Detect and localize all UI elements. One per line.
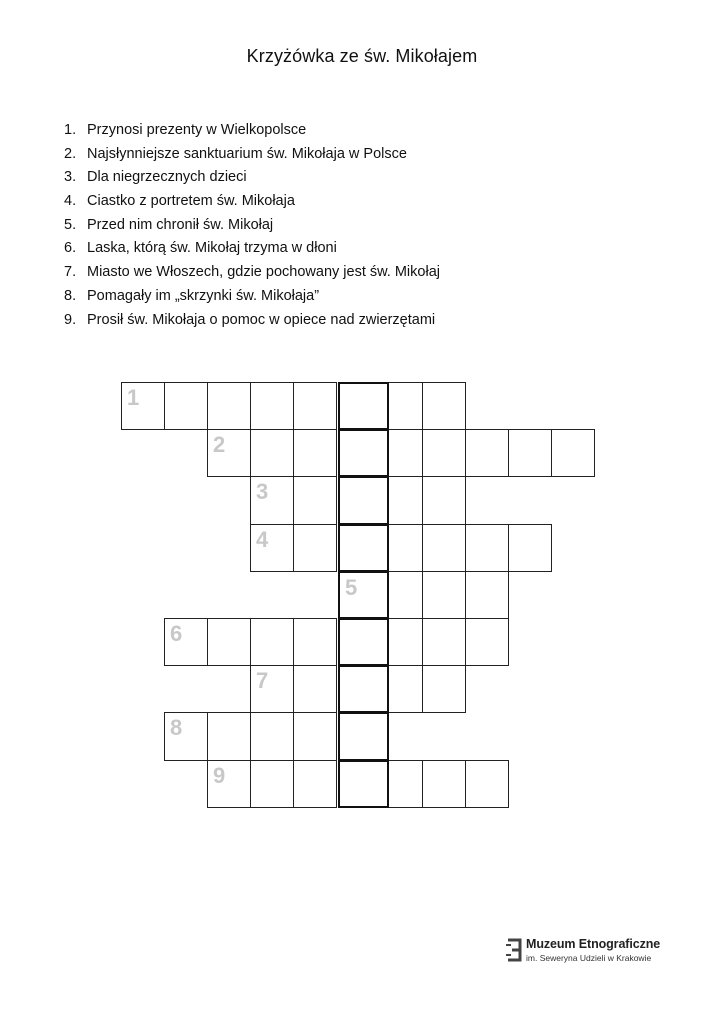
crossword-cell (250, 665, 294, 713)
clue-number: 8. (64, 287, 77, 304)
crossword-key-cell (338, 571, 389, 619)
clue-item (64, 119, 440, 143)
clue-text: Prosił św. Mikołaja o pomoc w opiece nad zwierzętami (87, 311, 436, 328)
clue-item (64, 237, 440, 261)
crossword-cell (422, 665, 466, 713)
clue-item (64, 261, 440, 285)
crossword-cell (379, 382, 423, 430)
clue-text: Pomagały im „skrzynki św. Mikołaja” (87, 287, 320, 304)
clue-number: 4. (64, 193, 77, 210)
crossword-row-number: 6 (170, 621, 183, 646)
crossword-cell (250, 382, 294, 430)
clue-number: 1. (64, 122, 77, 138)
crossword-cell (293, 476, 337, 524)
clue-text: Miasto we Włoszech, gdzie pochowany jest św. Mikołaj (87, 264, 440, 281)
clue-text: Laska, którą św. Mikołaj trzyma w dłoni (87, 240, 337, 257)
crossword-cell (164, 382, 208, 430)
clue-number: 2. (64, 145, 77, 162)
crossword-key-cell (338, 665, 389, 713)
crossword-cell (379, 665, 423, 713)
crossword-cell (465, 429, 509, 477)
crossword-cell (465, 571, 509, 619)
crossword-row-number: 9 (213, 762, 226, 788)
crossword-cell (250, 429, 294, 477)
crossword-row-number: 5 (345, 574, 358, 600)
museum-logo (505, 937, 675, 969)
crossword-cell (379, 524, 423, 572)
crossword-key-cell (338, 760, 389, 808)
crossword-row-number: 2 (213, 432, 226, 458)
clue-list (64, 119, 440, 332)
crossword-cell (250, 618, 294, 666)
crossword-cell (551, 429, 595, 477)
crossword-cell (293, 382, 337, 430)
crossword-cell (250, 476, 294, 524)
crossword-cell (207, 382, 251, 430)
crossword-cell (465, 618, 509, 666)
crossword-cell (293, 524, 337, 572)
clue-item (64, 190, 440, 214)
crossword-cell (293, 665, 337, 713)
crossword-cell (508, 524, 552, 572)
museum-subtitle: im. Seweryna Udzieli w Krakowie (526, 953, 652, 963)
crossword-cell (207, 618, 251, 666)
crossword-cell (250, 524, 294, 572)
crossword-cell (250, 760, 294, 808)
clue-number: 6. (64, 240, 77, 257)
clue-item (64, 285, 440, 309)
clue-number: 7. (64, 264, 77, 281)
crossword-cell (207, 712, 251, 760)
crossword-key-cell (338, 618, 389, 666)
crossword-cell (207, 429, 251, 477)
crossword-key-cell (338, 429, 389, 477)
crossword-cell (422, 382, 466, 430)
crossword-cell (465, 760, 509, 808)
crossword-cell (293, 712, 337, 760)
clue-text: Dla niegrzecznych dzieci (87, 169, 247, 186)
crossword-cell (293, 618, 337, 666)
crossword-cell (422, 476, 466, 524)
crossword-cell (379, 618, 423, 666)
crossword-cell (164, 712, 208, 760)
crossword-cell (422, 760, 466, 808)
crossword-cell (379, 760, 423, 808)
clue-text: Przynosi prezenty w Wielkopolsce (87, 122, 307, 138)
crossword-cell (121, 382, 165, 430)
museum-name: Muzeum Etnograficzne (526, 937, 661, 951)
clue-number: 5. (64, 216, 77, 233)
museum-logo-icon (505, 938, 523, 962)
page-title: Krzyżówka ze św. Mikołajem (246, 46, 478, 66)
crossword-row-number: 1 (127, 385, 140, 410)
crossword-cell (293, 429, 337, 477)
clue-number: 3. (64, 169, 77, 186)
crossword-cell (379, 476, 423, 524)
crossword-cell (164, 618, 208, 666)
crossword-row-number: 3 (256, 479, 269, 505)
clue-text: Ciastko z portretem św. Mikołaja (87, 193, 295, 210)
crossword-row-number: 4 (256, 526, 269, 552)
clue-number: 9. (64, 311, 77, 328)
crossword-cell (293, 760, 337, 808)
crossword-cell (422, 429, 466, 477)
clue-text: Przed nim chronił św. Mikołaj (87, 216, 274, 233)
clue-item (64, 166, 440, 190)
clue-item (64, 309, 440, 333)
crossword-cell (250, 712, 294, 760)
crossword-cell (422, 618, 466, 666)
clue-item (64, 214, 440, 238)
crossword-row-number: 7 (256, 668, 269, 694)
crossword-cell (207, 760, 251, 808)
crossword-cell (379, 571, 423, 619)
crossword-cell (422, 571, 466, 619)
crossword-cell (379, 429, 423, 477)
crossword-row-number: 8 (170, 715, 183, 741)
crossword-key-cell (338, 382, 389, 430)
crossword-cell (465, 524, 509, 572)
crossword-cell (508, 429, 552, 477)
clue-text: Najsłynniejsze sanktuarium św. Mikołaja w Polsce (87, 145, 407, 162)
clue-item (64, 143, 440, 167)
crossword-key-cell (338, 476, 389, 524)
crossword-cell (422, 524, 466, 572)
crossword-key-cell (338, 524, 389, 572)
crossword-key-cell (338, 712, 389, 760)
